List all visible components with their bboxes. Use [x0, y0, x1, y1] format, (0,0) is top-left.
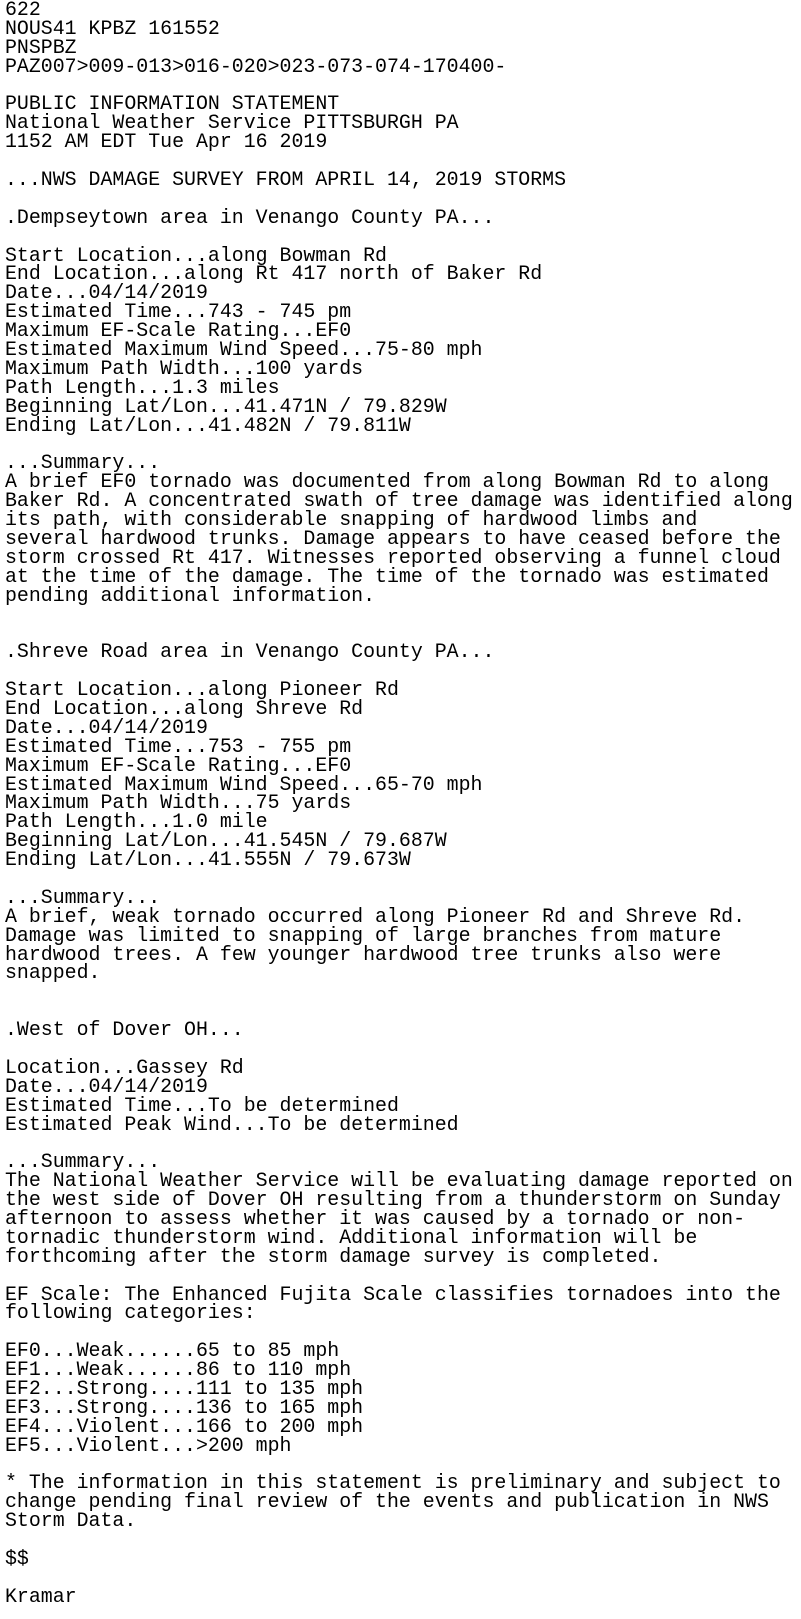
statement-line: [5, 1531, 801, 1550]
statement-line: Beginning Lat/Lon...41.471N / 79.829W: [5, 394, 447, 418]
statement-line: EF5...Violent...>200 mph: [5, 1433, 292, 1457]
statement-line: End Location...along Shreve Rd: [5, 696, 364, 720]
statement-line: NOUS41 KPBZ 161552: [5, 16, 220, 40]
statement-line: Date...04/14/2019: [5, 715, 208, 739]
statement-line: PAZ007>009-013>016-020>023-073-074-170400-: [5, 54, 507, 78]
statement-line: ...Summary...: [5, 885, 161, 909]
statement-line: Storm Data.: [5, 1509, 137, 1533]
statement-line: Estimated Time...753 - 755 pm: [5, 734, 352, 758]
statement-line: storm crossed Rt 417. Witnesses reported observing a funnel cloud: [5, 545, 781, 569]
statement-line: .Dempseytown area in Venango County PA...: [5, 205, 495, 229]
statement-line: EF1...Weak......86 to 110 mph: [5, 1358, 352, 1382]
statement-line: Kramar: [5, 1584, 77, 1608]
statement-line: .West of Dover OH...: [5, 1018, 244, 1042]
statement-line: $$: [5, 1547, 29, 1571]
statement-line: End Location...along Rt 417 north of Baker Rd: [5, 262, 543, 286]
statement-line: Maximum EF-Scale Rating...EF0: [5, 753, 352, 777]
statement-line: EF2...Strong....111 to 135 mph: [5, 1377, 364, 1401]
statement-line: ...Summary...: [5, 1150, 161, 1174]
statement-line: .Shreve Road area in Venango County PA...: [5, 640, 495, 664]
statement-line: snapped.: [5, 961, 101, 985]
statement-line: hardwood trees. A few younger hardwood tree trunks also were: [5, 942, 722, 966]
statement-line: Maximum Path Width...75 yards: [5, 791, 352, 815]
statement-line: pending additional information.: [5, 583, 376, 607]
statement-line: Estimated Time...To be determined: [5, 1093, 399, 1117]
statement-line: Ending Lat/Lon...41.555N / 79.673W: [5, 848, 411, 872]
statement-line: 622: [5, 0, 41, 21]
statement-line: several hardwood trunks. Damage appears to have ceased before the: [5, 526, 781, 550]
statement-line: forthcoming after the storm damage survey is completed.: [5, 1244, 662, 1268]
statement-line: Ending Lat/Lon...41.482N / 79.811W: [5, 413, 411, 437]
statement-line: Estimated Time...743 - 745 pm: [5, 300, 352, 324]
statement-line: Path Length...1.0 mile: [5, 810, 268, 834]
statement-line: following categories:: [5, 1301, 256, 1325]
statement-line: A brief, weak tornado occurred along Pioneer Rd and Shreve Rd.: [5, 904, 746, 928]
statement-line: tornadic thunderstorm wind. Additional information will be: [5, 1225, 698, 1249]
statement-line: A brief EF0 tornado was documented from along Bowman Rd to along: [5, 470, 769, 494]
statement-line: PUBLIC INFORMATION STATEMENT: [5, 92, 340, 116]
statement-line: Location...Gassey Rd: [5, 1055, 244, 1079]
statement-line: [5, 606, 801, 625]
statement-line: ...Summary...: [5, 451, 161, 475]
statement-line: The National Weather Service will be evaluating damage reported on: [5, 1169, 793, 1193]
statement-line: Damage was limited to snapping of large branches from mature: [5, 923, 722, 947]
statement-line: EF Scale: The Enhanced Fujita Scale classifies tornadoes into the: [5, 1282, 781, 1306]
statement-line: PNSPBZ: [5, 35, 77, 59]
statement-line: [5, 1569, 801, 1588]
statement-line: Date...04/14/2019: [5, 281, 208, 305]
statement-line: Date...04/14/2019: [5, 1074, 208, 1098]
statement-line: its path, with considerable snapping of hardwood limbs and: [5, 508, 698, 532]
statement-line: 1152 AM EDT Tue Apr 16 2019: [5, 130, 328, 154]
statement-line: afternoon to assess whether it was caused by a tornado or non-: [5, 1207, 746, 1230]
statement-line: Baker Rd. A concentrated swath of tree damage was identified along: [5, 489, 793, 513]
statement-line: Estimated Peak Wind...To be determined: [5, 1112, 459, 1136]
statement-line: Beginning Lat/Lon...41.545N / 79.687W: [5, 829, 447, 853]
statement-line: Estimated Maximum Wind Speed...75-80 mph: [5, 338, 483, 362]
statement-line: * The information in this statement is preliminary and subject to: [5, 1471, 781, 1495]
statement-line: Maximum Path Width...100 yards: [5, 356, 364, 380]
statement-line: EF0...Weak......65 to 85 mph: [5, 1339, 340, 1363]
statement-line: Maximum EF-Scale Rating...EF0: [5, 319, 352, 343]
statement-line: EF3...Strong....136 to 165 mph: [5, 1395, 364, 1419]
statement-line: EF4...Violent...166 to 200 mph: [5, 1414, 364, 1438]
statement-line: the west side of Dover OH resulting from a thunderstorm on Sunday: [5, 1188, 781, 1212]
statement-line: Start Location...along Bowman Rd: [5, 243, 387, 267]
statement-line: National Weather Service PITTSBURGH PA: [5, 111, 459, 135]
statement-line: Start Location...along Pioneer Rd: [5, 678, 399, 702]
statement-line: [5, 983, 801, 1002]
statement-line: Estimated Maximum Wind Speed...65-70 mph: [5, 772, 483, 796]
statement-line: ...NWS DAMAGE SURVEY FROM APRIL 14, 2019 STORMS: [5, 168, 567, 192]
statement-line: Path Length...1.3 miles: [5, 375, 280, 399]
statement-line: at the time of the damage. The time of the tornado was estimated: [5, 564, 769, 588]
statement-line: change pending final review of the events and publication in NWS: [5, 1490, 769, 1514]
